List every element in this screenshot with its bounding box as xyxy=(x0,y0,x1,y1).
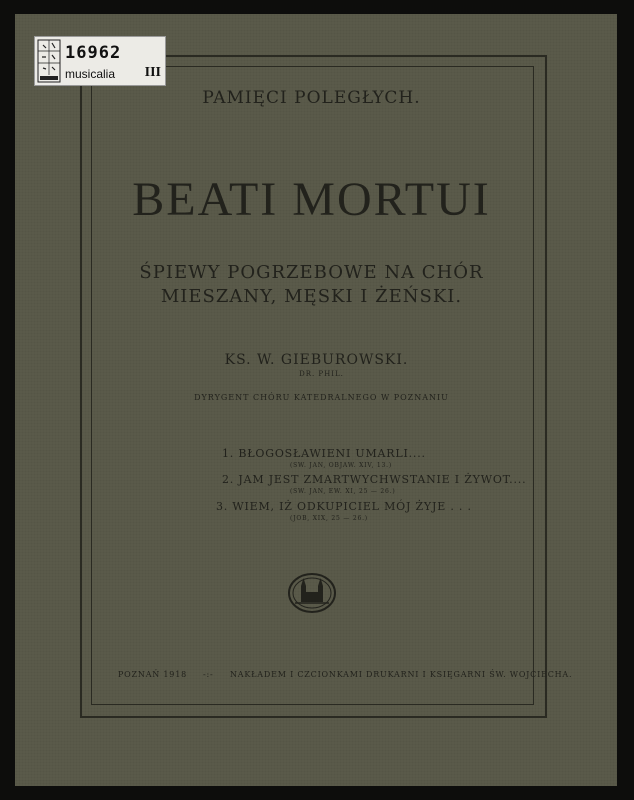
cover-title: BEATI MORTUI xyxy=(132,173,491,226)
publisher-emblem-icon xyxy=(287,572,337,614)
author-degree: DR. PHIL. xyxy=(299,370,344,378)
author-role: DYRYGENT CHÓRU KATEDRALNEGO W POZNANIU xyxy=(194,393,449,402)
catalog-number: 16962 xyxy=(65,43,122,63)
library-crest-icon xyxy=(37,39,61,83)
footer-place-date: POZNAŃ 1918 xyxy=(118,670,187,679)
subtitle-line-1: ŚPIEWY POGRZEBOWE NA CHÓR xyxy=(139,262,484,283)
song-title-1: 1. BŁOGOSŁAWIENI UMARLI.... xyxy=(222,447,426,460)
song-title-3: 3. WIEM, IŻ ODKUPICIEL MÓJ ŻYJE . . . xyxy=(216,500,472,513)
collection-label: musicalia xyxy=(65,67,116,81)
footer-publisher: NAKŁADEM I CZCIONKAMI DRUKARNI I KSIĘGARNI ŚW. WOJCIECHA. xyxy=(230,670,573,679)
song-reference-2: (SW. JAN, EW. XI, 25 — 26.) xyxy=(290,488,396,495)
song-title-2: 2. JAM JEST ZMARTWYCHWSTANIE I ŻYWOT.... xyxy=(222,473,527,486)
library-label xyxy=(34,36,166,86)
song-reference-1: (SW. JAN, OBJAW. XIV, 13.) xyxy=(290,462,392,469)
footer-separator: -:- xyxy=(203,670,214,679)
author-name: KS. W. GIEBUROWSKI. xyxy=(224,352,409,368)
subtitle-line-2: MIESZANY, MĘSKI I ŻEŃSKI. xyxy=(160,286,463,307)
shelf-mark: III xyxy=(144,65,161,80)
dedication: PAMIĘCI POLEGŁYCH. xyxy=(202,88,421,108)
song-reference-3: (JOB, XIX, 25 — 26.) xyxy=(290,515,368,522)
